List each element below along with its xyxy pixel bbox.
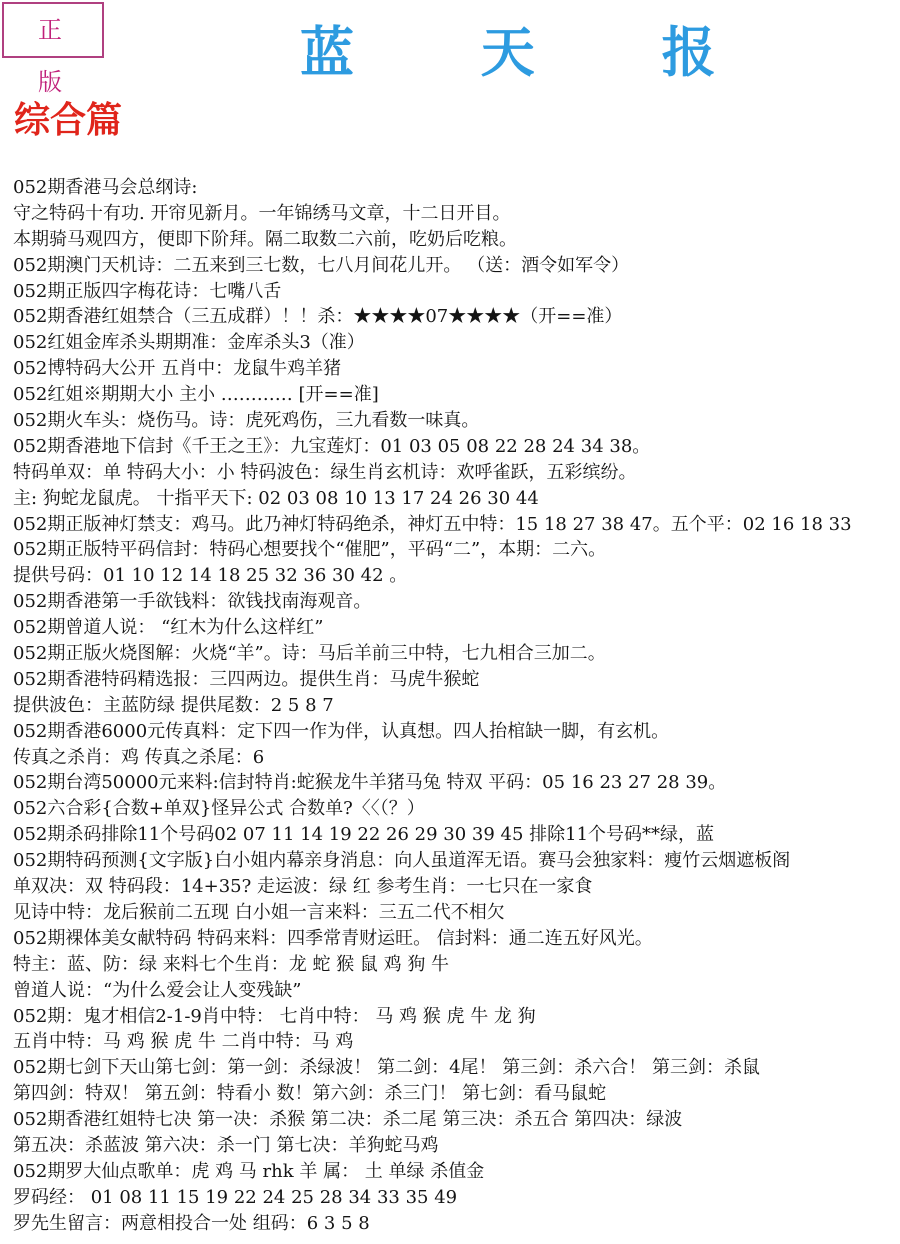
text-line: 052期正版特平码信封：特码心想要找个“催肥”，平码“二”，本期：二六。 bbox=[13, 539, 607, 561]
newspaper-title: 蓝 天 报 bbox=[300, 20, 770, 84]
text-line: 052期罗大仙点歌单：虎 鸡 马 rhk 羊 属： 土 单绿 杀值金 bbox=[13, 1160, 485, 1182]
text-line: 罗先生留言：两意相投合一处 组码：6 3 5 8 bbox=[13, 1212, 370, 1234]
text-line: 052期杀码排除11个号码02 07 11 14 19 22 26 29 30 39 45 排除11个号码**绿，蓝 bbox=[13, 824, 715, 846]
text-line: 052期正版神灯禁支：鸡马。此乃神灯特码绝杀，神灯五中特：15 18 27 38 47。五个平：02 16 18 33 bbox=[13, 513, 852, 535]
text-line: 052期曾道人说： “红木为什么这样红” bbox=[13, 617, 324, 639]
text-line: 052期香港红姐特七决 第一决：杀猴 第二决：杀二尾 第三决：杀五合 第四决：绿波 bbox=[13, 1109, 683, 1131]
text-line: 五肖中特：马 鸡 猴 虎 牛 二肖中特：马 鸡 bbox=[13, 1031, 354, 1053]
content-body bbox=[13, 175, 898, 1237]
text-line: 052期正版四字梅花诗：七嘴八舌 bbox=[13, 280, 282, 302]
text-line: 052期裸体美女献特码 特码来料：四季常青财运旺。 信封料：通二连五好风光。 bbox=[13, 927, 653, 949]
text-line: 特主：蓝、防：绿 来料七个生肖：龙 蛇 猴 鼠 鸡 狗 牛 bbox=[13, 953, 450, 975]
text-line: 曾道人说：“为什么爱会让人变残缺” bbox=[13, 979, 302, 1001]
text-line: 特码单双：单 特码大小：小 特码波色：绿生肖玄机诗：欢呼雀跃，五彩缤纷。 bbox=[13, 461, 637, 483]
text-line: 052期正版火烧图解：火烧“羊”。诗：马后羊前三中特，七九相合三加二。 bbox=[13, 643, 606, 665]
text-line: 052红姐金库杀头期期准：金库杀头3（准） bbox=[13, 332, 365, 354]
text-line: 052期香港红姐禁合（三五成群）！！杀：★★★★07★★★★（开==准） bbox=[13, 306, 623, 328]
text-line: 本期骑马观四方，便即下阶拜。隔二取数二六前，吃奶后吃粮。 bbox=[13, 228, 517, 250]
text-line: 052期七剑下天山第七剑：第一剑：杀绿波！ 第二剑：4尾！ 第三剑：杀六合！ 第三剑：杀鼠 bbox=[13, 1057, 760, 1079]
authentic-badge: 正 版 bbox=[2, 2, 104, 58]
text-line: 提供波色：主蓝防绿 提供尾数：2 5 8 7 bbox=[13, 694, 334, 716]
text-line: 052期特码预测{文字版}白小姐内幕亲身消息：向人虽道浑无语。赛马会独家料：瘦竹云烟遮板阁 bbox=[13, 850, 791, 872]
text-line: 罗码经： 01 08 11 15 19 22 24 25 28 34 33 35 49 bbox=[13, 1186, 458, 1208]
text-line: 052期香港地下信封《千王之王》：九宝莲灯：01 03 05 08 22 28 24 34 38。 bbox=[13, 435, 651, 457]
text-line: 052博特码大公开 五肖中：龙鼠牛鸡羊猪 bbox=[13, 358, 342, 380]
text-line: 052期香港6000元传真料：定下四一作为伴，认真想。四人抬棺缺一脚，有玄机。 bbox=[13, 720, 670, 742]
text-line: 052六合彩{合数+单双}怪异公式 合数单?〈〈（？） bbox=[13, 798, 425, 820]
text-line: 第四剑：特双！ 第五剑：特看小 数！第六剑：杀三门！ 第七剑：看马鼠蛇 bbox=[13, 1083, 607, 1105]
text-line: 052期香港第一手欲钱料：欲钱找南海观音。 bbox=[13, 591, 372, 613]
section-heading: 综合篇 bbox=[14, 99, 123, 141]
text-line: 守之特码十有功. 开帘见新月。一年锦绣马文章，十二日开目。 bbox=[13, 202, 511, 224]
text-line: 第五决：杀蓝波 第六决：杀一门 第七决：羊狗蛇马鸡 bbox=[13, 1134, 439, 1156]
text-line: 主: 狗蛇龙鼠虎。 十指平天下: 02 03 08 10 13 17 24 26 30 44 bbox=[13, 487, 539, 509]
text-line: 传真之杀肖：鸡 传真之杀尾：6 bbox=[13, 746, 265, 768]
text-line: 052期香港马会总纲诗: bbox=[13, 177, 198, 198]
text-line: 052期香港特码精选报：三四两边。提供生肖：马虎牛猴蛇 bbox=[13, 668, 480, 690]
text-line: 052红姐※期期大小 主小 ………… [开==准] bbox=[13, 384, 379, 406]
text-line: 单双决：双 特码段：14+35? 走运波：绿 红 参考生肖：一七只在一家食 bbox=[13, 876, 593, 898]
text-line: 见诗中特：龙后猴前二五现 白小姐一言来料：三五二代不相欠 bbox=[13, 901, 505, 923]
text-line: 052期台湾50000元来料:信封特肖:蛇猴龙牛羊猪马兔 特双 平码：05 16 23 27 28 39。 bbox=[13, 772, 727, 794]
text-line: 提供号码：01 10 12 14 18 25 32 36 30 42 。 bbox=[13, 565, 408, 587]
text-line: 052期：鬼才相信2-1-9肖中特： 七肖中特： 马 鸡 猴 虎 牛 龙 狗 bbox=[13, 1005, 536, 1027]
text-line: 052期澳门天机诗：二五来到三七数，七八月间花儿开。 （送：酒令如军令） bbox=[13, 254, 630, 276]
text-line: 052期火车头：烧伤马。诗：虎死鸡伤，三九看数一味真。 bbox=[13, 410, 480, 432]
